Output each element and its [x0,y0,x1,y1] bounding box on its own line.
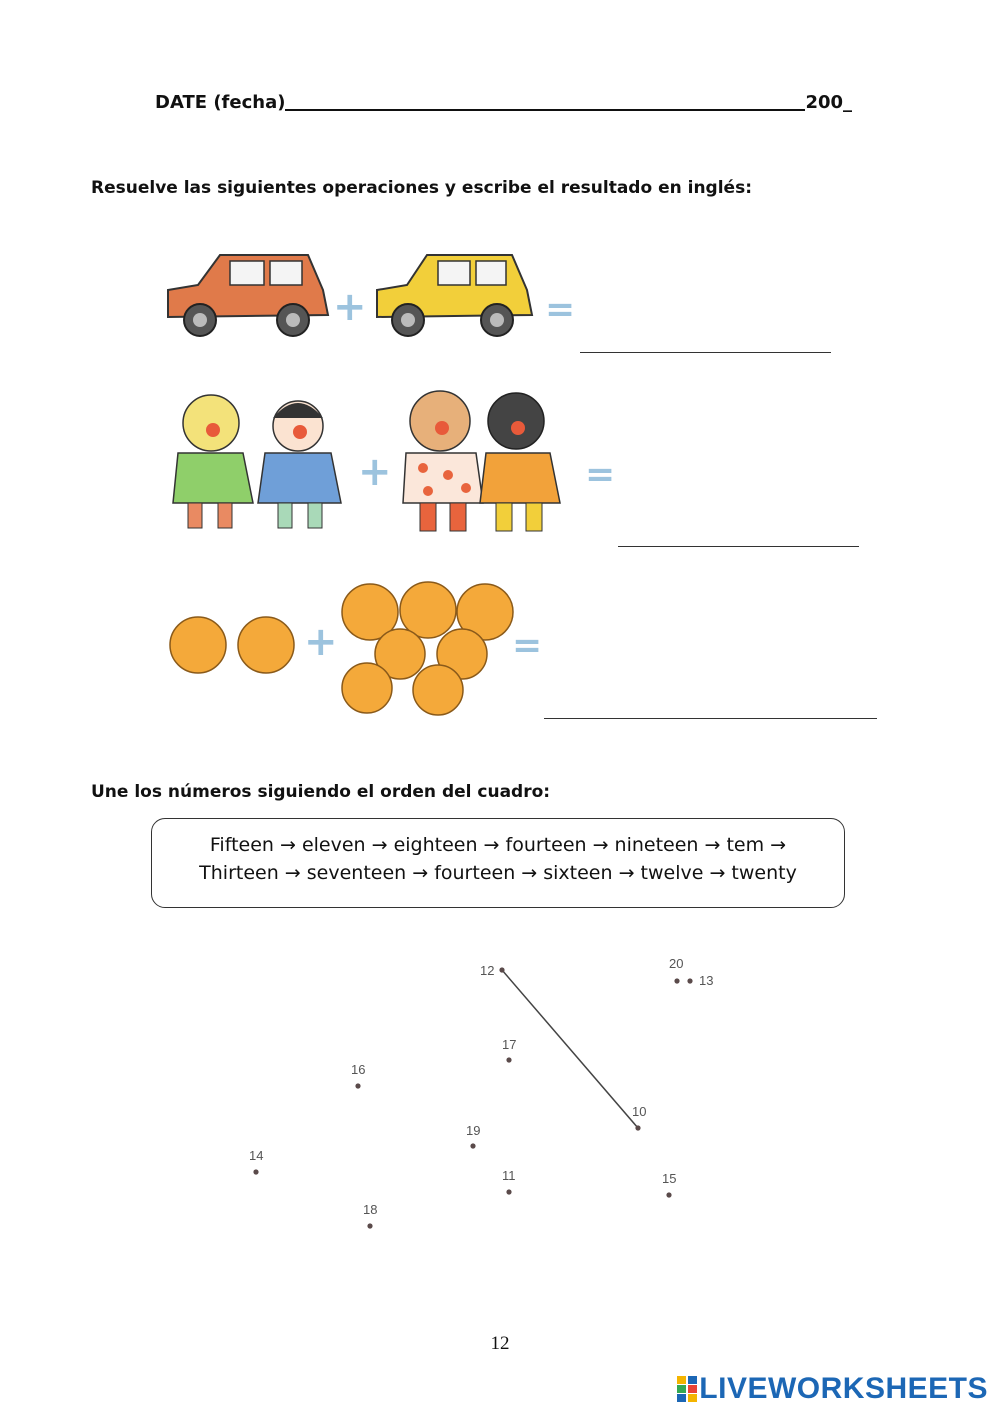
dot-11[interactable] [506,1189,511,1194]
liveworksheets-logo-icon [677,1374,699,1404]
dot-18[interactable] [367,1223,372,1228]
dot-label-19: 19 [466,1123,481,1138]
dot-label-20: 20 [669,956,684,971]
dot-label-10: 10 [632,1104,647,1119]
plus-sign: + [304,619,338,665]
dot-13[interactable] [687,978,692,983]
equals-sign: = [585,454,616,495]
dot-label-16: 16 [351,1062,366,1077]
dot-17[interactable] [506,1057,511,1062]
section2-instruction: Une los números siguiendo el orden del cuadro: [91,782,551,802]
dot-label-14: 14 [249,1148,264,1163]
plus-sign: + [333,284,367,330]
drawn-line [502,970,638,1128]
date-label: DATE (fecha) [155,92,286,113]
liveworksheets-logo-text: LIVEWORKSHEETS [699,1372,988,1405]
dot-14[interactable] [253,1169,258,1174]
sequence-line-2: Thirteen → seventeen → fourteen → sixteen → twelve → twenty [199,862,797,884]
sequence-line-1: Fifteen → eleven → eighteen → fourteen → nineteen → tem → [209,834,787,856]
dot-15[interactable] [666,1192,671,1197]
year-suffix: 200_ [805,92,853,113]
dot-12[interactable] [499,967,504,972]
dot-10[interactable] [635,1125,640,1130]
dot-16[interactable] [355,1083,360,1088]
section1-instruction: Resuelve las siguientes operaciones y escribe el resultado en inglés: [91,178,752,198]
dot-19[interactable] [470,1143,475,1148]
dot-20[interactable] [674,978,679,983]
dot-label-13: 13 [699,973,714,988]
dot-label-17: 17 [502,1037,517,1052]
dot-label-18: 18 [363,1202,378,1217]
equals-sign: = [545,289,576,330]
dot-label-12: 12 [480,963,495,978]
page-number: 12 [490,1333,510,1354]
dot-label-15: 15 [662,1171,677,1186]
dot-label-11: 11 [502,1168,516,1183]
equals-sign: = [512,625,543,666]
plus-sign: + [358,449,392,495]
liveworksheets-logo [677,1372,988,1406]
